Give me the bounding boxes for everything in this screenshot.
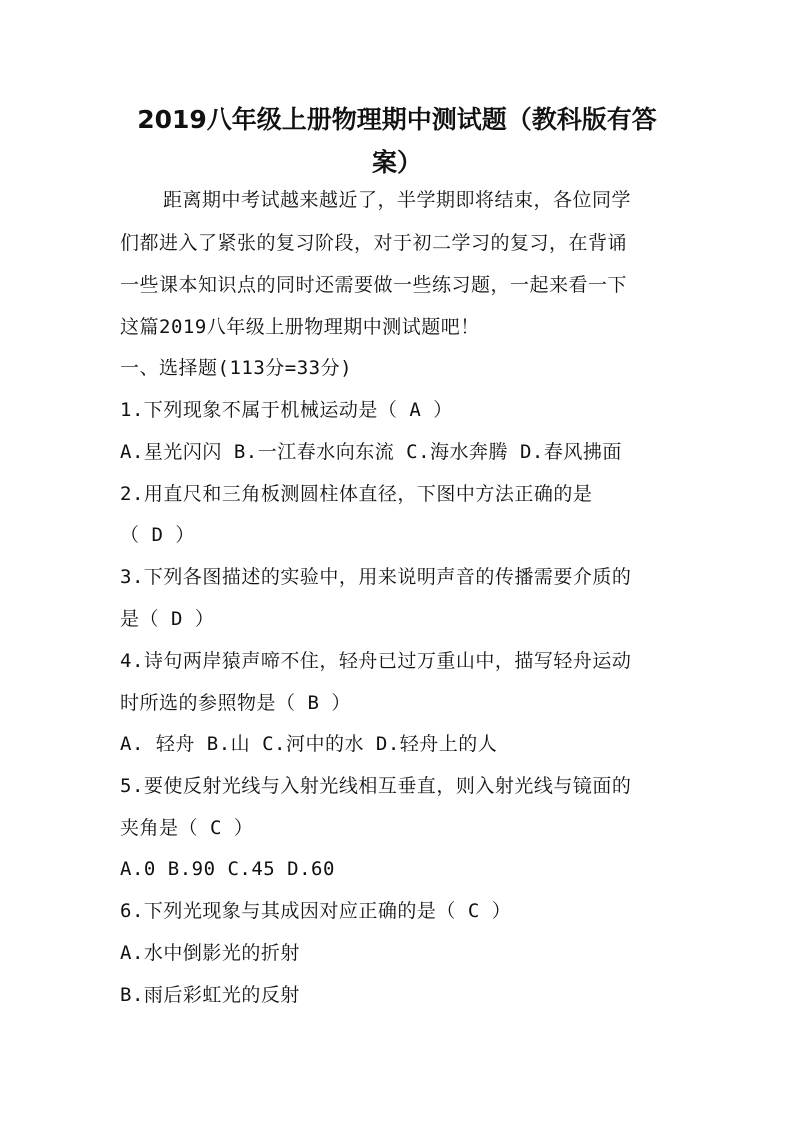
document-title-line-1: 2019八年级上册物理期中测试题（教科版有答 — [137, 105, 657, 134]
intro-line-4: 这篇2019八年级上册物理期中测试题吧！ — [120, 316, 480, 338]
question-4: 4.诗句两岸猿声啼不住，轻舟已过万重山中，描写轻舟运动 — [120, 650, 632, 672]
question-2: 2.用直尺和三角板测圆柱体直径，下图中方法正确的是 — [120, 483, 593, 505]
question-2-answer: （ D ） — [120, 524, 195, 546]
question-6-option-a: A.水中倒影光的折射 — [120, 942, 300, 964]
intro-line-1: 距离期中考试越来越近了，半学期即将结束，各位同学 — [163, 189, 632, 211]
question-1-options: A.星光闪闪 B.一江春水向东流 C.海水奔腾 D.春风拂面 — [120, 441, 622, 463]
question-5: 5.要使反射光线与入射光线相互垂直，则入射光线与镜面的 — [120, 775, 632, 797]
question-4-options: A. 轻舟 B.山 C.河中的水 D.轻舟上的人 — [120, 733, 498, 755]
intro-line-3: 一些课本知识点的同时还需要做一些练习题，一起来看一下 — [120, 274, 628, 296]
intro-line-2: 们都进入了紧张的复习阶段，对于初二学习的复习，在背诵 — [120, 232, 628, 254]
question-4-answer: 时所选的参照物是（ B ） — [120, 692, 351, 714]
question-3: 3.下列各图描述的实验中，用来说明声音的传播需要介质的 — [120, 566, 632, 588]
question-5-answer: 夹角是（ C ） — [120, 817, 254, 839]
question-3-answer: 是（ D ） — [120, 608, 215, 630]
section-heading: 一、选择题(113分=33分) — [120, 357, 353, 379]
document-title-line-2: 案） — [371, 148, 422, 177]
question-6-option-b: B.雨后彩虹光的反射 — [120, 984, 300, 1006]
question-1: 1.下列现象不属于机械运动是（ A ） — [120, 399, 453, 421]
question-5-options: A.0 B.90 C.45 D.60 — [120, 858, 335, 880]
question-6: 6.下列光现象与其成因对应正确的是（ C ） — [120, 900, 512, 922]
